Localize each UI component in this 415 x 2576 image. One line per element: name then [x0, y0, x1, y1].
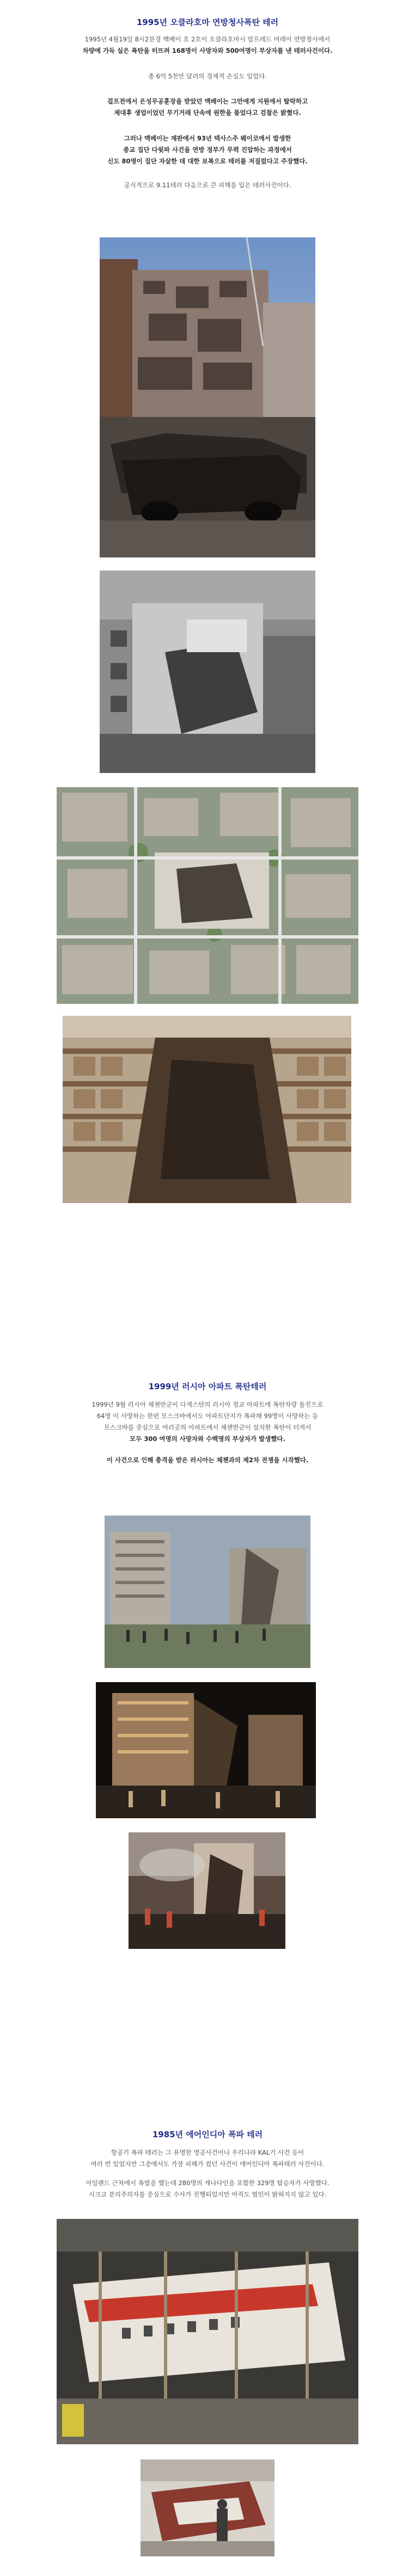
oklahoma-p4-line-3: 신도 80명이 집단 자살한 데 대한 보복으로 테러를 저질렀다고 주장했다.	[107, 157, 308, 165]
oklahoma-paragraph-5: 공식적으로 9.11테러 다음으로 큰 피해를 입은 테러사건이다.	[124, 181, 291, 189]
russia-apartment-crowd-photo	[105, 1516, 310, 1668]
oklahoma-p3-line-1: 걸프전에서 은성무공훈장을 받았던 맥베이는 그만에게 지원에서 탈락하고	[107, 97, 308, 105]
air-india-p1-line-2: 여러 번 있었지만 그중에서도 가장 피해가 컸던 사건이 에어인디아 폭파테러 사건이다.	[90, 2160, 325, 2168]
air-india-p2-line-2: 시크교 분리주의자를 중심으로 수사가 진행되었지만 아직도 범인이 밝혀지지 않고 있다.	[88, 2191, 327, 2198]
russia-paragraph-1	[33, 1399, 382, 1445]
air-india-p1-line-1: 항공기 폭파 테러는 그 유명한 영공사건이나 우리나라 KAL기 사건 등이	[111, 2149, 304, 2156]
russia-p1-line-1: 1999년 9월 러시아 체첸반군이 다게스탄의 러시아 정교 아파트에 폭탄차량 돌진으로	[91, 1401, 324, 1408]
oklahoma-building-car-photo	[100, 237, 315, 557]
russia-p1-line-4: 모두 300 여명의 사망자와 수백명의 부상자가 발생했다.	[130, 1435, 285, 1443]
air-india-p2-line-1: 아일랜드 근처에서 폭발을 했는데 280명의 캐나다인을 포함한 329명 탑승자가 사망했다.	[86, 2179, 329, 2187]
oklahoma-aerial-bw-photo	[100, 571, 315, 773]
oklahoma-paragraph-2: 총 6억 5천만 달러의 경제적 손실도 입었다.	[148, 72, 267, 80]
air-india-debris-photo	[141, 2460, 274, 2556]
section-title-oklahoma: 1995년 오클라호마 연방청사폭탄 테러	[136, 17, 279, 27]
russia-night-rescue-photo	[96, 1682, 316, 1818]
air-india-paragraph-1	[33, 2147, 382, 2170]
russia-paragraph-2: 이 사건으로 인해 충격을 받은 러시아는 체첸과의 제2차 전쟁을 시작했다.	[106, 1456, 309, 1464]
oklahoma-paragraph-4	[33, 133, 382, 167]
oklahoma-collapsed-facade-photo	[63, 1016, 351, 1203]
air-india-paragraph-2	[33, 2178, 382, 2200]
russia-rescue-workers-photo	[129, 1832, 285, 1949]
section-title-air-india: 1985년 에어인디아 폭파 테러	[152, 2130, 263, 2139]
oklahoma-aerial-color-photo	[57, 787, 358, 1004]
oklahoma-paragraph-1	[33, 34, 382, 57]
oklahoma-p1-line-2: 차량에 가득 실은 폭탄을 터뜨려 168명이 사망자와 500여명이 부상자를 낸 테러사건이다.	[82, 47, 333, 54]
russia-p1-line-2: 64명 이 사망하는 한편 모스크바에서도 아파트단지가 폭파해 99명이 사망하는 등	[96, 1412, 319, 1420]
oklahoma-p3-line-2: 제대후 생업이었던 무기거래 단속에 원한을 품었다고 검찰은 밝혔다.	[114, 109, 301, 116]
oklahoma-p4-line-1: 그러나 맥베이는 재판에서 93년 텍사스주 웨이코에서 발생한	[124, 134, 291, 142]
oklahoma-p1-line-1: 1995년 4월19일 8시2분경 백베이 호 2호이 오클라호마시 알프레드 머레이 연방청사에서	[84, 35, 331, 43]
air-india-wreck-photo	[57, 2219, 358, 2444]
oklahoma-paragraph-3	[33, 96, 382, 119]
russia-p1-line-3: 모스크바를 중심으로 여러곳의 아파트에서 체첸반군이 설치한 폭탄이 터져서	[103, 1424, 312, 1431]
oklahoma-p4-line-2: 종교 집단 다윗파 사건을 연방 정부가 무력 진압하는 과정에서	[123, 146, 292, 154]
section-title-russia: 1999년 러시아 아파트 폭탄테러	[148, 1382, 267, 1391]
